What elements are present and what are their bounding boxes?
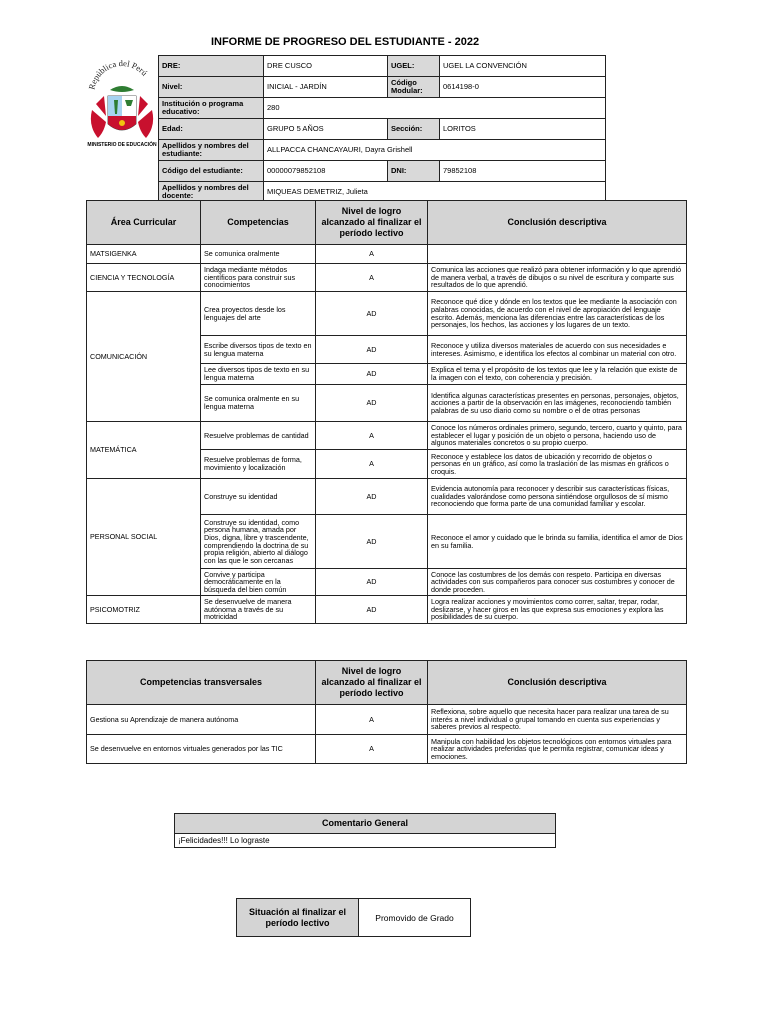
nivel-cell: AD (316, 336, 428, 364)
nivel-cell: AD (316, 364, 428, 385)
table-row (87, 705, 687, 735)
svg-text:República del Perú: República del Perú (86, 57, 150, 91)
competencia-cell: Se desenvuelve de manera autónoma a través de su motricidad (201, 596, 316, 624)
area-cell: PSICOMOTRIZ (87, 596, 201, 624)
codigo-modular-label: Código Modular: (388, 77, 440, 98)
header-nivel: Nivel de logro alcanzado al finalizar el período lectivo (316, 201, 428, 245)
student-info-table (158, 55, 606, 203)
area-cell: MATSIGENKA (87, 245, 201, 264)
codigo-estudiante-value: 00000079852108 (264, 161, 388, 182)
nivel-cell: AD (316, 479, 428, 515)
peru-coat-of-arms-seal (84, 52, 160, 150)
conclusion-cell: Reconoce y utiliza diversos materiales de acuerdo con sus necesidades e intereses. Asimismo, e identifica los efectos al combinar un material con otro. (428, 336, 687, 364)
conclusion-cell: Conoce las costumbres de los demás con respeto. Participa en diversas actividades con sus compañeros para conocer sus costumbres y conocer de donde proceden. (428, 569, 687, 596)
nivel-value: INICIAL - JARDÍN (264, 77, 388, 98)
dni-label: DNI: (388, 161, 440, 182)
nivel-cell: AD (316, 385, 428, 422)
conclusion-cell: Explica el tema y el propósito de los textos que lee y la relación que existe de la imagen con el texto, con coherencia y precisión. (428, 364, 687, 385)
institucion-label: Institución o programa educativo: (159, 98, 264, 119)
competencia-cell: Escribe diversos tipos de texto en su lengua materna (201, 336, 316, 364)
comentario-text: ¡Felicidades!!! Lo lograste (175, 834, 556, 848)
comentario-header: Comentario General (175, 814, 556, 834)
edad-label: Edad: (159, 119, 264, 140)
estudiante-value: ALLPACCA CHANCAYAURI, Dayra Grishell (264, 140, 606, 161)
nivel-cell: AD (316, 569, 428, 596)
nivel-cell: A (316, 422, 428, 450)
conclusion-cell: Reconoce y establece los datos de ubicación y recorrido de objetos o personas en un gráfico, así como la traslación de las mismas en gráficos o croquis. (428, 450, 687, 479)
docente-label: Apellidos y nombres del docente: (159, 182, 264, 203)
competencia-cell: Convive y participa democráticamente en la búsqueda del bien común (201, 569, 316, 596)
nivel-cell: A (316, 705, 428, 735)
conclusion-cell (428, 245, 687, 264)
nivel-cell: A (316, 245, 428, 264)
estudiante-label: Apellidos y nombres del estudiante: (159, 140, 264, 161)
competencias-table (86, 200, 687, 624)
area-cell: COMUNICACIÓN (87, 292, 201, 422)
nivel-cell: A (316, 450, 428, 479)
docente-value: MIQUEAS DEMETRIZ, Julieta (264, 182, 606, 203)
header-area: Área Curricular (87, 201, 201, 245)
conclusion-cell: Manipula con habilidad los objetos tecnológicos con entornos virtuales para realizar actividades preferidas que le permita registrar, comunicar ideas y emociones. (428, 735, 687, 764)
conclusion-cell: Logra realizar acciones y movimientos como correr, saltar, trepar, rodar, deslizarse, y hacer giros en las que expresa sus emociones y explora las posibilidades de su cuerpo. (428, 596, 687, 624)
nivel-cell: AD (316, 515, 428, 569)
seccion-label: Sección: (388, 119, 440, 140)
competencia-cell: Lee diversos tipos de texto en su lengua materna (201, 364, 316, 385)
table-row (87, 422, 687, 450)
nivel-cell: A (316, 264, 428, 292)
table-row (87, 596, 687, 624)
header-transversal: Competencias transversales (87, 661, 316, 705)
dni-value: 79852108 (440, 161, 606, 182)
comentario-general-table (174, 813, 556, 848)
competencia-cell: Construye su identidad (201, 479, 316, 515)
ugel-label: UGEL: (388, 56, 440, 77)
edad-value: GRUPO 5 AÑOS (264, 119, 388, 140)
situacion-label: Situación al finalizar el período lectivo (237, 899, 359, 937)
ugel-value: UGEL LA CONVENCIÓN (440, 56, 606, 77)
header-conclusion: Conclusión descriptiva (428, 201, 687, 245)
table-row (87, 735, 687, 764)
dre-value: DRE CUSCO (264, 56, 388, 77)
table-row (87, 264, 687, 292)
competencia-cell: Gestiona su Aprendizaje de manera autónoma (87, 705, 316, 735)
competencia-cell: Construye su identidad, como persona humana, amada por Dios, digna, libre y trascendente, comprendiendo la doctrina de su propia religión, abierto al diálogo con las que le son cercanas (201, 515, 316, 569)
competencia-cell: Resuelve problemas de forma, movimiento y localización (201, 450, 316, 479)
seccion-value: LORITOS (440, 119, 606, 140)
conclusion-cell: Reconoce qué dice y dónde en los textos que lee mediante la asociación con palabras conocidas, de acuerdo con el nivel de apropiación del lenguaje escrito. Además, menciona las diferencias entre las características de los personajes, los hechos, las acciones y los lugares de un texto. (428, 292, 687, 336)
nivel-cell: AD (316, 292, 428, 336)
seal-caption: MINISTERIO DE EDUCACIÓN (87, 142, 157, 148)
institucion-value: 280 (264, 98, 606, 119)
header-competencias: Competencias (201, 201, 316, 245)
area-cell: MATEMÁTICA (87, 422, 201, 479)
header-nivel: Nivel de logro alcanzado al finalizar el período lectivo (316, 661, 428, 705)
competencia-cell: Se comunica oralmente (201, 245, 316, 264)
competencia-cell: Se comunica oralmente en su lengua materna (201, 385, 316, 422)
situacion-table (236, 898, 471, 937)
nivel-cell: AD (316, 596, 428, 624)
area-cell: PERSONAL SOCIAL (87, 479, 201, 596)
nivel-cell: A (316, 735, 428, 764)
header-conclusion: Conclusión descriptiva (428, 661, 687, 705)
codigo-estudiante-label: Código del estudiante: (159, 161, 264, 182)
table-row (87, 245, 687, 264)
conclusion-cell: Reconoce el amor y cuidado que le brinda su familia, identifica el amor de Dios en su familia. (428, 515, 687, 569)
competencia-cell: Resuelve problemas de cantidad (201, 422, 316, 450)
transversal-table (86, 660, 687, 764)
competencia-cell: Crea proyectos desde los lenguajes del arte (201, 292, 316, 336)
table-row (87, 479, 687, 515)
conclusion-cell: Identifica algunas características presentes en personas, personajes, objetos, acciones a partir de la observación en las imágenes, reconociendo también palabras de su uso diario como su nombre o el de otras personas (428, 385, 687, 422)
report-title: INFORME DE PROGRESO DEL ESTUDIANTE - 2022 (210, 36, 480, 48)
conclusion-cell: Comunica las acciones que realizó para obtener información y lo que aprendió de manera verbal, a través de dibujos o su nivel de escritura y comparte sus resultados de lo que aprendió. (428, 264, 687, 292)
competencia-cell: Indaga mediante métodos científicos para construir sus conocimientos (201, 264, 316, 292)
table-row (87, 292, 687, 336)
conclusion-cell: Conoce los números ordinales primero, segundo, tercero, cuarto y quinto, para establecer el lugar y posición de un objeto o persona, haciendo uso de algunos materiales concretos o su propio cuerpo. (428, 422, 687, 450)
situacion-value: Promovido de Grado (359, 899, 471, 937)
dre-label: DRE: (159, 56, 264, 77)
nivel-label: Nivel: (159, 77, 264, 98)
area-cell: CIENCIA Y TECNOLOGÍA (87, 264, 201, 292)
conclusion-cell: Reflexiona, sobre aquello que necesita hacer para realizar una tarea de su interés a nivel individual o grupal tomando en cuenta sus experiencias y saberes previos al respecto. (428, 705, 687, 735)
conclusion-cell: Evidencia autonomía para reconocer y describir sus características físicas, cualidades valorándose como persona sintiéndose orgullosos de sí mismo reconociendo que forma parte de una comunidad familiar y escolar. (428, 479, 687, 515)
competencia-cell: Se desenvuelve en entornos virtuales generados por las TIC (87, 735, 316, 764)
codigo-modular-value: 0614198-0 (440, 77, 606, 98)
